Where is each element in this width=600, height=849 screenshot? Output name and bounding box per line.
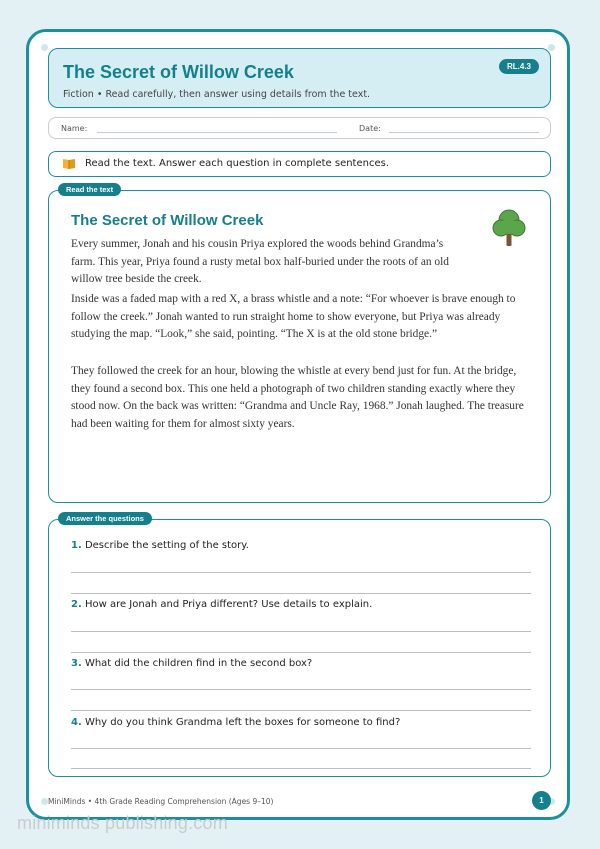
question-text: What did the children find in the second box? bbox=[84, 658, 313, 669]
reading-tab-label: Read the text bbox=[58, 183, 121, 196]
reading-section bbox=[48, 185, 551, 503]
story-paragraph: Every summer, Jonah and his cousin Priya explored the woods behind Grandma’s farm. This year, Priya found a rusty metal box half-buried under the roots of an old willow tree beside the creek. bbox=[71, 238, 449, 285]
story-title: The Secret of Willow Creek bbox=[71, 212, 264, 229]
instructions-box bbox=[48, 151, 551, 177]
book-icon bbox=[62, 158, 76, 169]
question-1 bbox=[71, 540, 249, 551]
answer-line[interactable] bbox=[71, 710, 531, 711]
corner-dot bbox=[548, 44, 555, 51]
question-number: 1. bbox=[71, 540, 82, 551]
corner-dot bbox=[41, 798, 48, 805]
story-paragraph: Inside was a faded map with a red X, a brass whistle and a note: “For whoever is brave enough to follow the creek.” Jonah wanted to run straight home to show everyone, but Priya was already studying the map. “Look,” she said, pointing. “The X is at the old stone bridge.” bbox=[71, 293, 516, 340]
page-title: The Secret of Willow Creek bbox=[63, 62, 294, 82]
answer-line[interactable] bbox=[71, 768, 531, 769]
questions-section bbox=[48, 514, 551, 777]
standard-badge: RL.4.3 bbox=[499, 59, 539, 74]
watermark: miniminds publishing.com bbox=[17, 813, 228, 833]
question-text: How are Jonah and Priya different? Use details to explain. bbox=[84, 599, 373, 610]
questions-tab-label: Answer the questions bbox=[58, 512, 152, 525]
question-number: 2. bbox=[71, 599, 82, 610]
date-field[interactable] bbox=[389, 132, 539, 133]
corner-dot bbox=[41, 44, 48, 51]
tree-icon bbox=[492, 208, 526, 248]
question-text: Why do you think Grandma left the boxes for someone to find? bbox=[84, 717, 401, 728]
answer-line[interactable] bbox=[71, 652, 531, 653]
question-4 bbox=[71, 717, 400, 728]
answer-line[interactable] bbox=[71, 689, 531, 690]
footer-text: MiniMinds • 4th Grade Reading Comprehension (Ages 9–10) bbox=[48, 797, 274, 806]
answer-line[interactable] bbox=[71, 631, 531, 632]
page-number: 1 bbox=[532, 791, 551, 810]
answer-line[interactable] bbox=[71, 572, 531, 573]
question-number: 4. bbox=[71, 717, 82, 728]
question-2 bbox=[71, 599, 372, 610]
page-subtitle: Fiction • Read carefully, then answer using details from the text. bbox=[63, 89, 371, 100]
answer-line[interactable] bbox=[71, 593, 531, 594]
question-3 bbox=[71, 658, 312, 669]
name-date-row bbox=[48, 117, 551, 139]
answer-line[interactable] bbox=[71, 748, 531, 749]
header-card bbox=[48, 48, 551, 108]
question-text: Describe the setting of the story. bbox=[84, 540, 249, 551]
date-label: Date: bbox=[359, 124, 381, 133]
name-field[interactable] bbox=[97, 132, 337, 133]
story-paragraph: They followed the creek for an hour, blowing the whistle at every bend just for fun. At the bridge, they found a second box. This one held a photograph of two children standing exactly where they stood now. On the back was written: “Grandma and Uncle Ray, 1968.” Jonah laughed. The treasure had been waiting for them for almost sixty years. bbox=[71, 365, 524, 430]
instructions-text: Read the text. Answer each question in complete sentences. bbox=[85, 158, 390, 169]
name-label: Name: bbox=[61, 124, 88, 133]
question-number: 3. bbox=[71, 658, 82, 669]
